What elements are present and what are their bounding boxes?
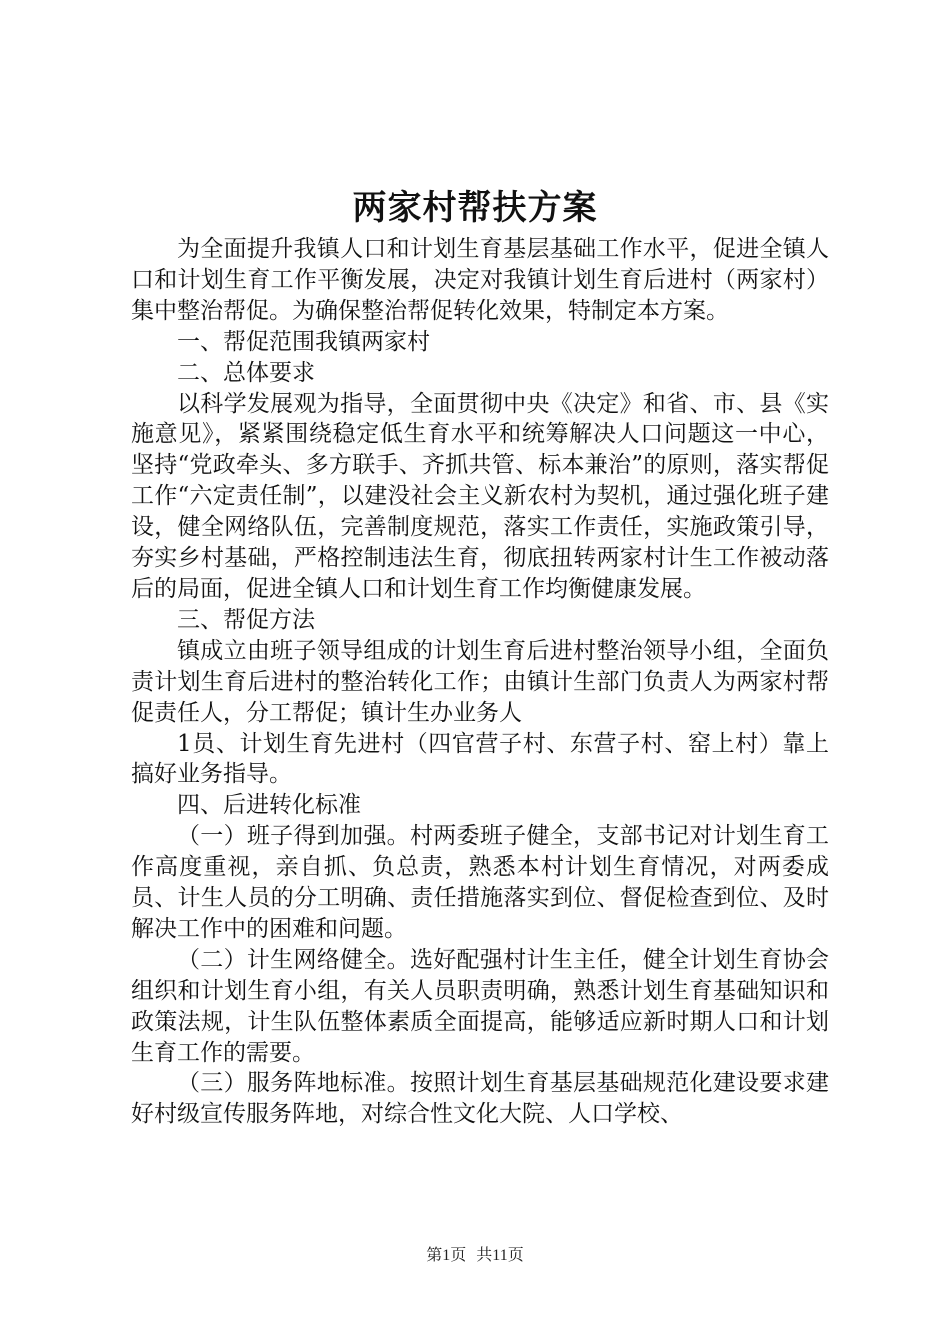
page-footer [0, 1245, 950, 1267]
section-heading-standards: 四、后进转化标准 [177, 792, 361, 819]
page-number-current: 第1页 [426, 1247, 467, 1264]
section-heading-scope: 一、帮促范围我镇两家村 [177, 328, 430, 355]
paragraph-standard-1: （一）班子得到加强。村两委班子健全，支部书记对计划生育工作高度重视，亲自抓、负总责，熟悉本村计划生育情况，对两委成员、计生人员的分工明确、责任措施落实到位、督促检查到位、及时解决工作中的困难和问题。 [131, 823, 829, 942]
paragraph-methods: 镇成立由班子领导组成的计划生育后进村整治领导小组，全面负责计划生育后进村的整治转化工作；由镇计生部门负责人为两家村帮促责任人，分工帮促；镇计生办业务人 [131, 637, 829, 726]
page-number-total: 共11页 [476, 1247, 524, 1264]
section-heading-methods: 三、帮促方法 [177, 606, 315, 633]
paragraph-standard-3: （三）服务阵地标准。按照计划生育基层基础规范化建设要求建好村级宣传服务阵地，对综合性文化大院、人口学校、 [131, 1070, 829, 1128]
paragraph-methods-continued: 1员、计划生育先进村（四官营子村、东营子村、窑上村）靠上搞好业务指导。 [131, 730, 829, 788]
document-title: 两家村帮扶方案 [352, 188, 598, 228]
section-heading-requirements: 二、总体要求 [177, 359, 315, 386]
paragraph-intro: 为全面提升我镇人口和计划生育基层基础工作水平，促进全镇人口和计划生育工作平衡发展，决定对我镇计划生育后进村（两家村）集中整治帮促。为确保整治帮促转化效果，特制定本方案。 [131, 236, 829, 324]
document-body [131, 234, 829, 1130]
paragraph-requirements: 以科学发展观为指导，全面贯彻中央《决定》和省、市、县《实施意见》，紧紧围绕稳定低生育水平和统筹解决人口问题这一中心，坚持“党政牵头、多方联手、齐抓共管、标本兼治”的原则，落实帮促工作“六定责任制”，以建没社会主义新农村为契机，通过强化班子建设，健全网络队伍，完善制度规范，落实工作责任，实施政策引导，夯实乡村基础，严格控制违法生育，彻底扭转两家村计生工作被动落后的局面，促进全镇人口和计划生育工作均衡健康发展。 [131, 390, 829, 602]
paragraph-standard-2: （二）计生网络健全。选好配强村计生主任，健全计划生育协会组织和计划生育小组，有关人员职责明确，熟悉计划生育基础知识和政策法规，计生队伍整体素质全面提高，能够适应新时期人口和计划生育工作的需要。 [131, 946, 829, 1066]
